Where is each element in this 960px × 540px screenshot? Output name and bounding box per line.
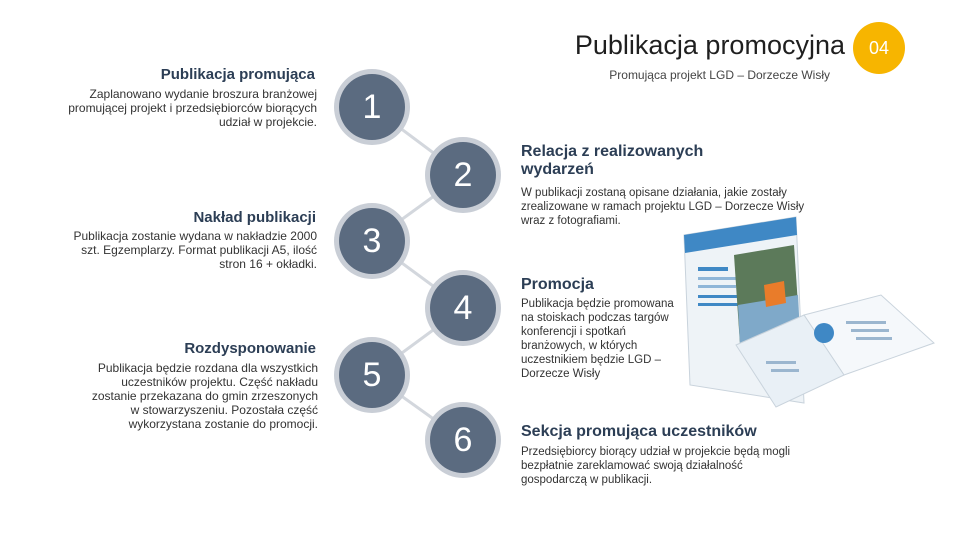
step-2-body: W publikacji zostaną opisane działania, jakie zostały zrealizowane w ramach projektu LGD – Dorzecze Wisły wraz z fotografiami. bbox=[521, 187, 805, 227]
page-subtitle: Promująca projekt LGD – Dorzecze Wisły bbox=[609, 68, 830, 82]
step-5-number: 5 bbox=[339, 342, 405, 408]
step-5-body: Publikacja będzie rozdana dla wszystkich uczestników projektu. Część nakładu zostanie przekazana do gmin zrzeszonych w stowarzyszeniu. Pozostała część wykorzystana zostanie do promocji. bbox=[91, 361, 318, 431]
step-6-heading: Sekcja promująca uczestników bbox=[521, 423, 757, 440]
page-number-badge: 04 bbox=[853, 22, 905, 74]
step-6-body: Przedsiębiorcy biorący udział w projekcie będą mogli bezpłatnie zareklamować swoją działalność gospodarczą w publikacji. bbox=[521, 446, 791, 486]
step-4-body: Publikacja będzie promowana na stoiskach podczas targów konferencji i spotkań branżowych, w których uczestnikiem będzie LGD – Dorzecze Wisły bbox=[521, 298, 674, 380]
step-3-heading: Nakład publikacji bbox=[193, 209, 316, 226]
step-1-body: Zaplanowano wydanie broszura branżowej promującej projekt i przedsiębiorców biorących udział w projekcie. bbox=[68, 87, 317, 129]
step-3-number: 3 bbox=[339, 208, 405, 274]
step-1-number: 1 bbox=[339, 74, 405, 140]
step-2-number: 2 bbox=[430, 142, 496, 208]
step-3-body: Publikacja zostanie wydana w nakładzie 2000 szt. Egzemplarzy. Format publikacji A5, ilość stron 16 + okładki. bbox=[73, 229, 317, 271]
step-2-heading: Relacja z realizowanych wydarzeń bbox=[521, 143, 704, 178]
step-4-heading: Promocja bbox=[521, 276, 594, 293]
step-1-heading: Publikacja promująca bbox=[160, 66, 315, 83]
brochure-mockup-image bbox=[676, 215, 938, 415]
step-5-heading: Rozdysponowanie bbox=[184, 340, 316, 357]
page-title: Publikacja promocyjna bbox=[574, 30, 845, 60]
step-6-number: 6 bbox=[430, 407, 496, 473]
step-4-number: 4 bbox=[430, 275, 496, 341]
